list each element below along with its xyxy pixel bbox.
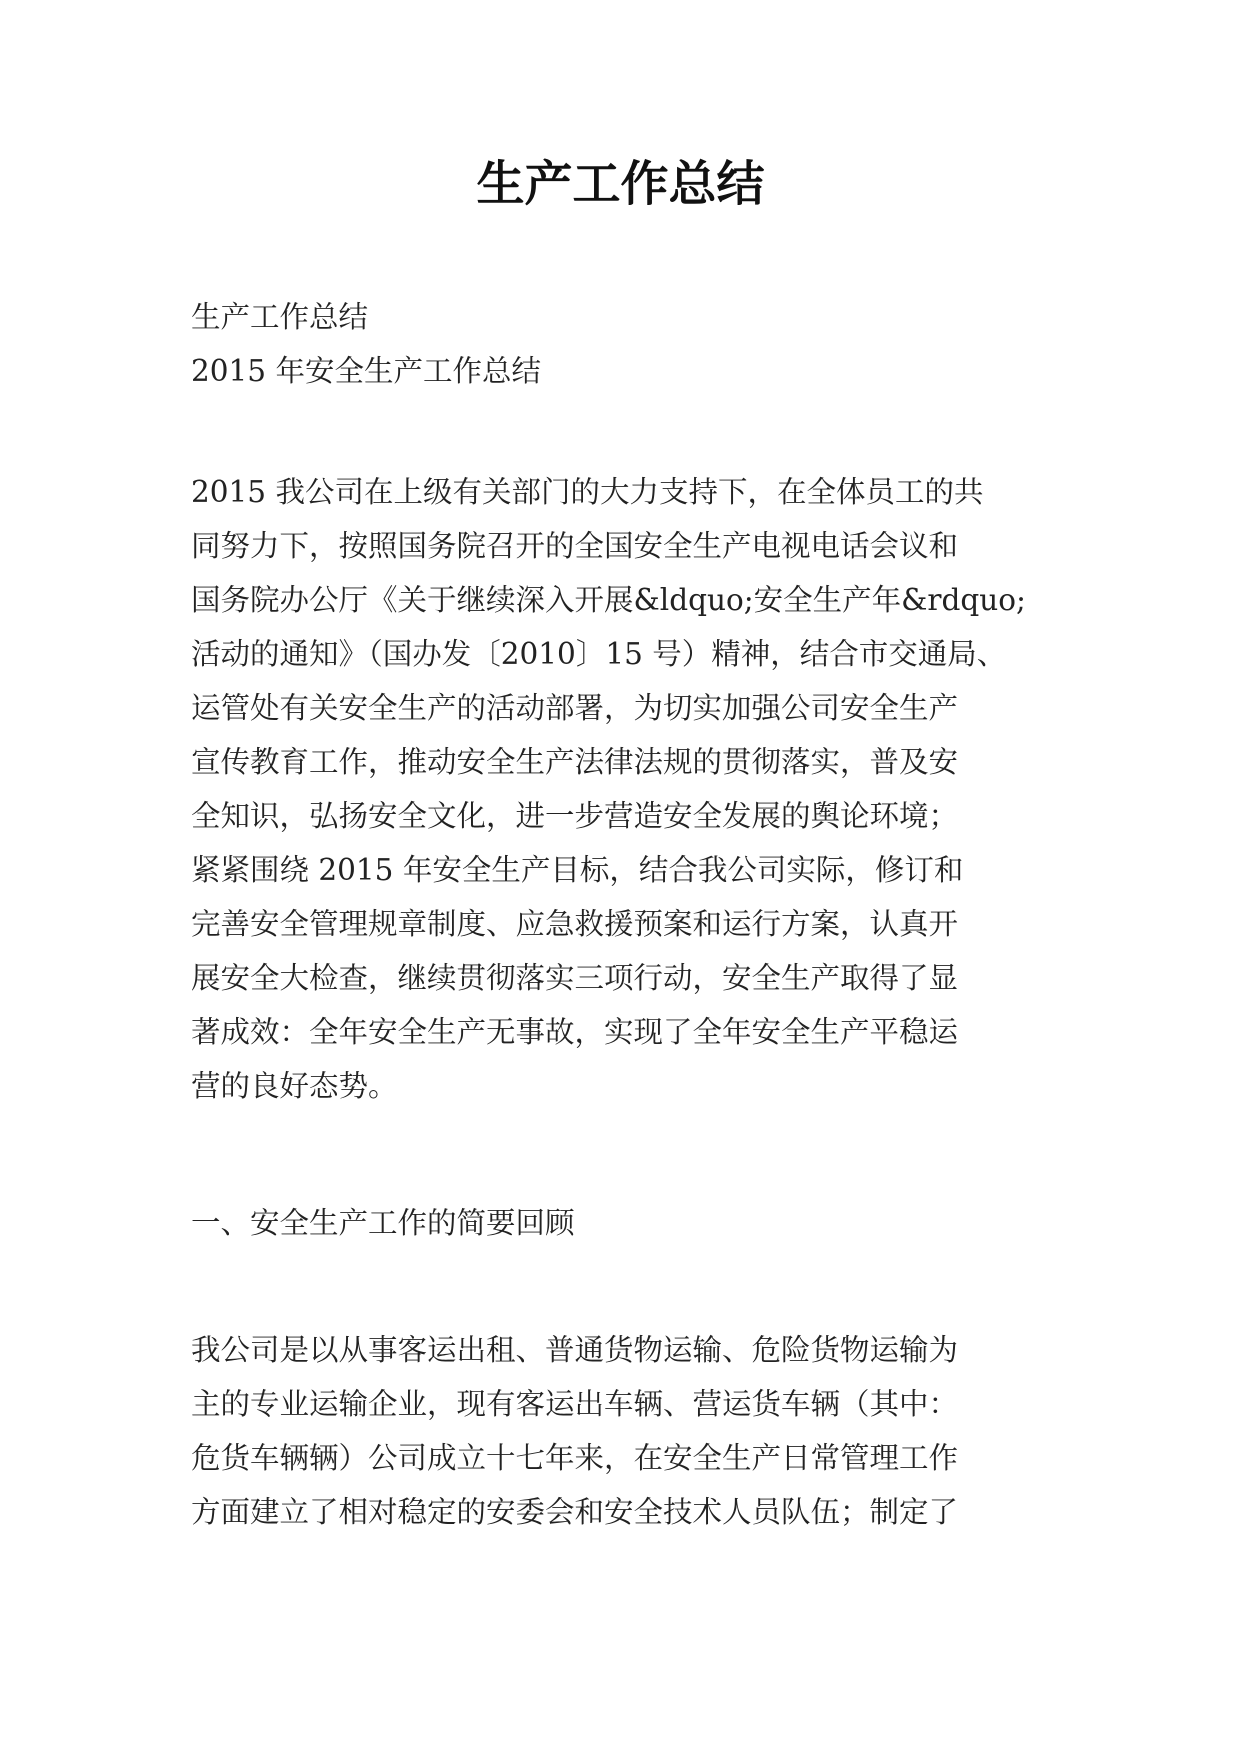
paragraph-line: 2015 我公司在上级有关部门的大力支持下，在全体员工的共 (191, 475, 984, 509)
paragraph-line: 完善安全管理规章制度、应急救援预案和运行方案，认真开 (191, 907, 959, 941)
paragraph-line: 活动的通知》（国办发〔2010〕15 号）精神，结合市交通局、 (191, 637, 1007, 671)
subtitle-line: 2015 年安全生产工作总结 (191, 354, 541, 388)
section-heading (191, 1196, 1061, 1250)
subtitle-block (191, 290, 1061, 398)
overview-paragraph (191, 1323, 1061, 1539)
paragraph-line: 展安全大检查，继续贯彻落实三项行动，安全生产取得了显 (191, 961, 959, 995)
intro-paragraph (191, 465, 1061, 1113)
paragraph-line: 危货车辆辆）公司成立十七年来，在安全生产日常管理工作 (191, 1441, 959, 1475)
document-title: 生产工作总结 (476, 156, 765, 212)
paragraph-line: 主的专业运输企业，现有客运出车辆、营运货车辆（其中： (191, 1387, 959, 1421)
paragraph-line: 紧紧围绕 2015 年安全生产目标，结合我公司实际，修订和 (191, 853, 964, 887)
paragraph-line: 国务院办公厅《关于继续深入开展&ldquo;安全生产年&rdquo; (191, 583, 1026, 617)
section-heading-text: 一、安全生产工作的简要回顾 (191, 1206, 575, 1240)
paragraph-line: 全知识，弘扬安全文化，进一步营造安全发展的舆论环境； (191, 799, 959, 833)
paragraph-line: 我公司是以从事客运出租、普通货物运输、危险货物运输为 (191, 1333, 959, 1367)
paragraph-line: 方面建立了相对稳定的安委会和安全技术人员队伍；制定了 (191, 1495, 959, 1529)
paragraph-line: 运管处有关安全生产的活动部署，为切实加强公司安全生产 (191, 691, 959, 725)
paragraph-line: 宣传教育工作，推动安全生产法律法规的贯彻落实，普及安 (191, 745, 959, 779)
subtitle-line: 生产工作总结 (191, 300, 369, 334)
paragraph-line: 著成效：全年安全生产无事故，实现了全年安全生产平稳运 (191, 1015, 959, 1049)
paragraph-line: 营的良好态势。 (191, 1069, 398, 1103)
paragraph-line: 同努力下，按照国务院召开的全国安全生产电视电话会议和 (191, 529, 959, 563)
